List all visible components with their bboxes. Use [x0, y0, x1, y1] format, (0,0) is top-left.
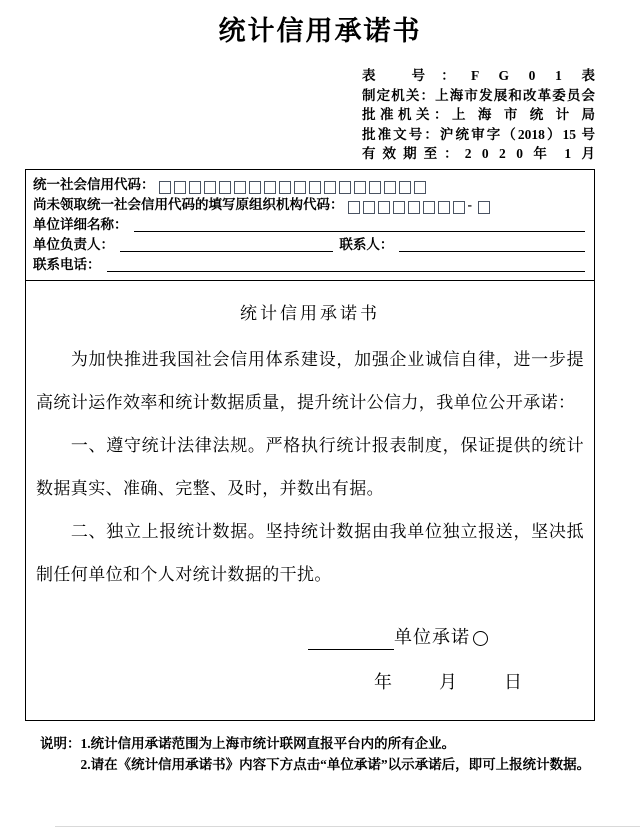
- meta-issuing-agency: 制定机关：上海市发展和改革委员会: [362, 87, 595, 103]
- code-box[interactable]: [369, 181, 381, 194]
- code-box[interactable]: [339, 181, 351, 194]
- note-item-1: 1.统计信用承诺范围为上海市统计联网直报平台内的所有企业。: [80, 735, 456, 751]
- contact-label: 联系人：: [339, 236, 394, 252]
- unit-info-section: [26, 170, 594, 281]
- code-box[interactable]: [159, 181, 171, 194]
- credit-code-row: [33, 175, 587, 194]
- credit-code-label: 统一社会信用代码：: [33, 176, 155, 192]
- code-box[interactable]: [354, 181, 366, 194]
- code-box[interactable]: [294, 181, 306, 194]
- code-box[interactable]: [264, 181, 276, 194]
- unit-head-label: 单位负责人：: [33, 236, 114, 252]
- phone-label: 联系电话：: [33, 256, 101, 272]
- code-box[interactable]: [453, 201, 465, 214]
- unit-name-label: 单位详细名称：: [33, 216, 128, 232]
- commit-circle-icon[interactable]: [473, 631, 488, 646]
- credit-code-boxes: [159, 181, 429, 194]
- code-box[interactable]: [204, 181, 216, 194]
- unit-signature-field[interactable]: [308, 628, 394, 650]
- code-box[interactable]: [393, 201, 405, 214]
- code-box[interactable]: [384, 181, 396, 194]
- letter-title: 统计信用承诺书: [240, 303, 380, 323]
- form-box: [25, 169, 595, 721]
- page-bottom-divider: [55, 826, 640, 827]
- form-meta-block: [362, 66, 595, 164]
- org-code-label: 尚未领取统一社会信用代码的填写原组织机构代码：: [33, 196, 344, 212]
- code-box[interactable]: [279, 181, 291, 194]
- code-box[interactable]: [438, 201, 450, 214]
- code-box[interactable]: [219, 181, 231, 194]
- code-box[interactable]: [399, 181, 411, 194]
- code-box[interactable]: [408, 201, 420, 214]
- code-box[interactable]: [423, 201, 435, 214]
- unit-name-field[interactable]: [134, 216, 586, 232]
- notes-label: 说明：: [40, 735, 81, 751]
- org-code-main-boxes: [348, 201, 468, 214]
- org-code-row: [33, 195, 587, 214]
- phone-field[interactable]: [107, 256, 586, 272]
- code-box[interactable]: [414, 181, 426, 194]
- code-box[interactable]: [174, 181, 186, 194]
- unit-name-row: [33, 215, 587, 234]
- page-title: 统计信用承诺书: [218, 16, 422, 46]
- commitment-letter: [26, 281, 594, 720]
- phone-row: [33, 255, 587, 274]
- date-day-label: 日: [504, 671, 522, 692]
- meta-approval-doc-number: 批准文号：沪统审字（2018）15 号: [362, 126, 595, 142]
- contact-field[interactable]: [399, 236, 585, 252]
- meta-valid-until: 有效期至：2 0 2 0 年 1 月: [362, 146, 595, 161]
- code-box[interactable]: [249, 181, 261, 194]
- org-code-separator: -: [467, 196, 472, 212]
- letter-paragraph-clause-1: 一、遵守统计法律法规。严格执行统计报表制度，保证提供的统计数据真实、准确、完整、及时，并数出有据。: [36, 435, 584, 498]
- commit-row: [308, 624, 584, 650]
- code-box[interactable]: [363, 201, 375, 214]
- unit-head-field[interactable]: [120, 236, 333, 252]
- code-box[interactable]: [189, 181, 201, 194]
- code-box[interactable]: [324, 181, 336, 194]
- notes-section: [40, 733, 618, 775]
- code-box[interactable]: [348, 201, 360, 214]
- commit-button[interactable]: 单位承诺: [394, 626, 470, 647]
- note-line-1: [40, 733, 618, 754]
- note-item-2: 2.请在《统计信用承诺书》内容下方点击“单位承诺”以示承诺后，即可上报统计数据。: [80, 756, 591, 772]
- date-year-label: 年: [374, 671, 392, 692]
- meta-approving-agency: 批准机关：上 海 市 统 计 局: [362, 107, 595, 122]
- org-code-check-box: [478, 201, 493, 214]
- code-box[interactable]: [234, 181, 246, 194]
- date-month-label: 月: [439, 671, 457, 692]
- code-box[interactable]: [478, 201, 490, 214]
- letter-paragraph-clause-2: 二、独立上报统计数据。坚持统计数据由我单位独立报送，坚决抵制任何单位和个人对统计数据的干扰。: [36, 521, 584, 584]
- letter-paragraph-intro: 为加快推进我国社会信用体系建设，加强企业诚信自律，进一步提高统计运作效率和统计数据质量，提升统计公信力，我单位公开承诺：: [36, 349, 584, 412]
- code-box[interactable]: [309, 181, 321, 194]
- code-box[interactable]: [378, 201, 390, 214]
- date-line: [374, 668, 584, 720]
- unit-head-row: [33, 235, 587, 254]
- meta-form-number: 表 号：F G 0 1 表: [362, 68, 595, 83]
